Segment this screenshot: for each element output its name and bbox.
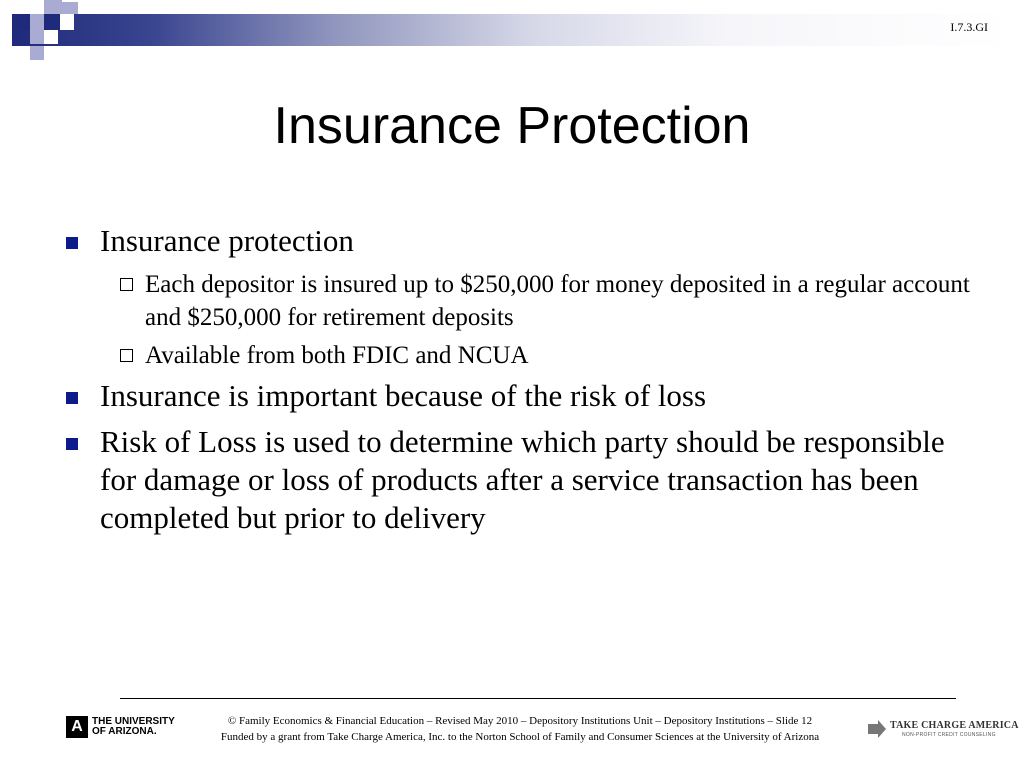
- square-bullet-icon: [66, 392, 78, 404]
- bullet-item: [62, 222, 982, 260]
- sub-bullet-item: [62, 339, 982, 372]
- footer-line-2: Funded by a grant from Take Charge America, Inc. to the Norton School of Family and Consumer Sciences at the University of Arizona: [220, 731, 820, 743]
- slide-title: Insurance Protection: [273, 97, 751, 155]
- bullet-text: Insurance protection: [100, 223, 354, 258]
- take-charge-tagline: NON-PROFIT CREDIT COUNSELING: [902, 732, 996, 738]
- sub-bullet-text: Each depositor is insured up to $250,000 for money deposited in a regular account and $250,000 for retirement deposits: [145, 271, 970, 331]
- footer-text: [180, 713, 860, 745]
- bullet-item: [62, 377, 982, 415]
- sub-bullet-item: [62, 268, 982, 334]
- logo-text-line: OF ARIZONA.: [92, 726, 157, 737]
- square-bullet-icon: [66, 237, 78, 249]
- take-charge-arrow-icon: [866, 718, 888, 740]
- arizona-a-icon: A: [66, 716, 88, 738]
- take-charge-america-logo: [866, 716, 1019, 742]
- square-bullet-icon: [66, 438, 78, 450]
- footer-line-1: © Family Economics & Financial Education – Revised May 2010 – Depository Institutions Unit – Depository Institutions – Slide 12: [227, 715, 813, 727]
- logo-text-line: THE UNIVERSITY: [92, 716, 175, 727]
- bullet-emphasis-term: Risk of Loss: [100, 424, 257, 459]
- take-charge-name: TAKE CHARGE AMERICA: [890, 720, 1019, 731]
- sub-bullet-text: Available from both FDIC and NCUA: [145, 342, 529, 369]
- hollow-square-bullet-icon: [120, 349, 133, 362]
- bullet-item: [62, 423, 982, 537]
- footer-divider: [120, 698, 956, 699]
- bullet-text: Insurance is important because of the risk of loss: [100, 378, 707, 413]
- university-of-arizona-logo: [66, 716, 176, 742]
- bullet-list: [62, 222, 982, 545]
- header-gradient-band: [12, 14, 1012, 46]
- bullet-text: is used to determine which party should be responsible for damage or loss of products after a service transaction has been completed but prior to delivery: [100, 424, 945, 535]
- slide-code: I.7.3.GI: [950, 20, 988, 34]
- hollow-square-bullet-icon: [120, 278, 133, 291]
